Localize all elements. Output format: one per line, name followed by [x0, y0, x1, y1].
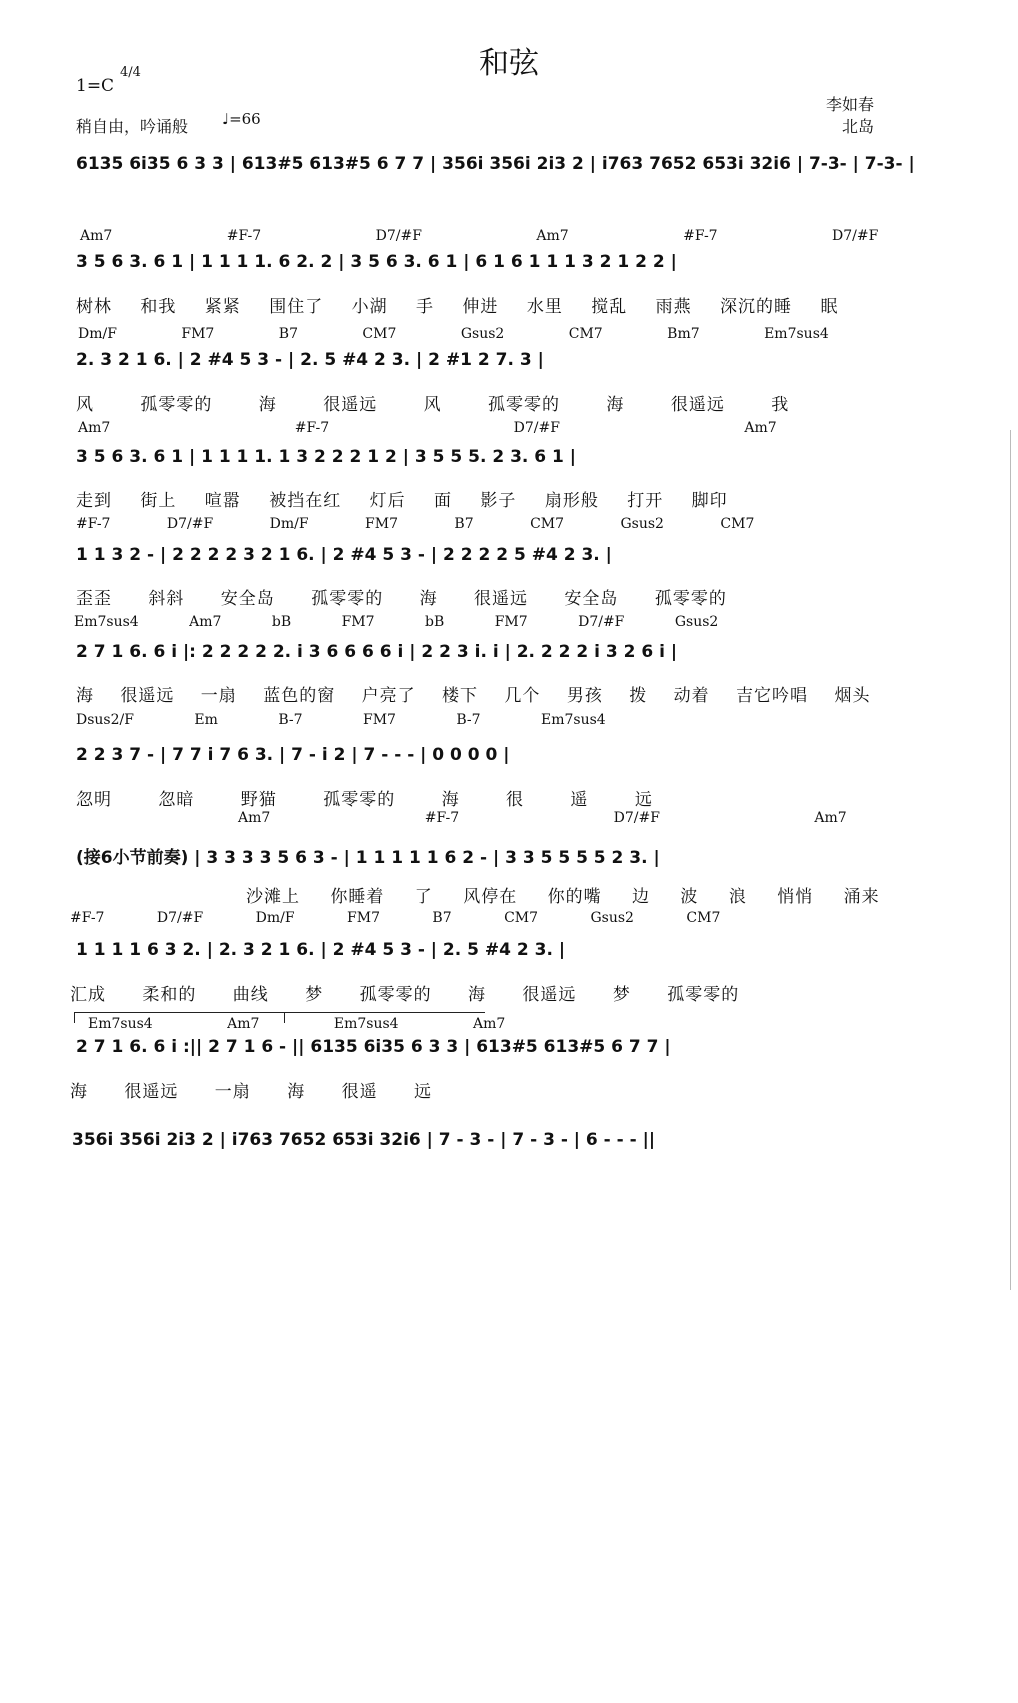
lyricist: 北岛	[842, 117, 875, 136]
chords-row-4: Am7 #F-7 D7/#F Am7	[78, 420, 777, 436]
lyrics-row-8: 沙滩上 你睡着 了 风停在 你的嘴 边 波 浪 悄悄 涌来	[246, 887, 880, 907]
notes-row-11: 356i 356i 2i3 2 | i763 7652 653i 32i6 | 7 - 3 - | 7 - 3 - | 6 - - - ||	[72, 1130, 656, 1150]
notes-row-8: (接6小节前奏) | 3 3 3 3 5 6 3 - | 1 1 1 1 1 6 2 - | 3 3 5 5 5 5 2 3. |	[76, 848, 660, 868]
notes-row-1: 6135 6i35 6 3 3 | 613#5 613#5 6 7 7 | 356i 356i 2i3 2 | i763 7652 653i 32i6 | 7-3- | 7-3- |	[76, 154, 915, 174]
chords-row-2: Am7 #F-7 D7/#F Am7 #F-7 D7/#F	[80, 228, 879, 244]
composer: 李如春	[826, 95, 875, 114]
lyrics-row-5: 歪歪 斜斜 安全岛 孤零零的 海 很遥远 安全岛 孤零零的	[76, 589, 727, 609]
notes-row-4: 3 5 6 3. 6 1 | 1 1 1 1. 1 3 2 2 2 1 2 | 3 5 5 5. 2 3. 6 1 |	[76, 447, 576, 467]
tempo-text: 稍自由，吟诵般	[76, 117, 189, 136]
notes-row-3: 2. 3 2 1 6. | 2 #4 5 3 - | 2. 5 #4 2 3. | 2 #1 2 7. 3 |	[76, 350, 544, 370]
chords-row-3: Dm/F FM7 B7 CM7 Gsus2 CM7 Bm7 Em7sus4	[78, 326, 829, 342]
lyrics-row-6: 海 很遥远 一扇 蓝色的窗 户亮了 楼下 几个 男孩 拨 动着 吉它吟唱 烟头	[76, 686, 871, 706]
lyrics-row-2: 树林 和我 紧紧 围住了 小湖 手 伸进 水里 搅乱 雨燕 深沉的睡 眠	[76, 297, 839, 317]
song-title: 和弦	[479, 46, 539, 81]
lyrics-row-9: 汇成 柔和的 曲线 梦 孤零零的 海 很遥远 梦 孤零零的	[70, 985, 740, 1005]
lyrics-row-3: 风 孤零零的 海 很遥远 风 孤零零的 海 很遥远 我	[76, 395, 790, 415]
notes-row-6: 2 7 1 6. 6 i |: 2 2 2 2 2. i 3 6 6 6 6 i | 2 2 3 i. i | 2. 2 2 2 i 3 2 6 i |	[76, 642, 678, 662]
time-signature: 4/4	[120, 65, 141, 80]
key-signature: 1=C	[76, 76, 115, 96]
notes-row-9: 1 1 1 1 6 3 2. | 2. 3 2 1 6. | 2 #4 5 3 - | 2. 5 #4 2 3. |	[76, 940, 566, 960]
notes-row-10: 2 7 1 6. 6 i :|| 2 7 1 6 - || 6135 6i35 6 3 3 | 613#5 613#5 6 7 7 |	[76, 1037, 671, 1057]
notes-row-7: 2 2 3 7 - | 7 7 i 7 6 3. | 7 - i 2 | 7 - - - | 0 0 0 0 |	[76, 745, 510, 765]
lyrics-row-4: 走到 街上 喧嚣 被挡在红 灯后 面 影子 扇形般 打开 脚印	[76, 491, 728, 511]
notes-row-5: 1 1 3 2 - | 2 2 2 2 3 2 1 6. | 2 #4 5 3 - | 2 2 2 2 5 #4 2 3. |	[76, 545, 612, 565]
lyrics-row-7: 忽明 忽暗 野猫 孤零零的 海 很 遥 远	[76, 790, 653, 810]
notes-row-2: 3 5 6 3. 6 1 | 1 1 1 1. 6 2. 2 | 3 5 6 3. 6 1 | 6 1 6 1 1 1 3 2 1 2 2 |	[76, 252, 677, 272]
page-edge-line	[1010, 430, 1011, 1290]
chords-row-5: #F-7 D7/#F Dm/F FM7 B7 CM7 Gsus2 CM7	[76, 516, 755, 532]
lyrics-row-10: 海 很遥远 一扇 海 很遥 远	[70, 1082, 433, 1102]
chords-row-6: Em7sus4 Am7 bB FM7 bB FM7 D7/#F Gsus2	[74, 614, 719, 630]
chords-row-8: Am7 #F-7 D7/#F Am7	[238, 810, 847, 826]
chords-row-10: Em7sus4 Am7 Em7sus4 Am7	[88, 1016, 506, 1032]
tempo-mark: ♩=66	[222, 110, 261, 128]
chords-row-9: #F-7 D7/#F Dm/F FM7 B7 CM7 Gsus2 CM7	[70, 910, 721, 926]
chords-row-7: Dsus2/F Em B-7 FM7 B-7 Em7sus4	[76, 712, 606, 728]
